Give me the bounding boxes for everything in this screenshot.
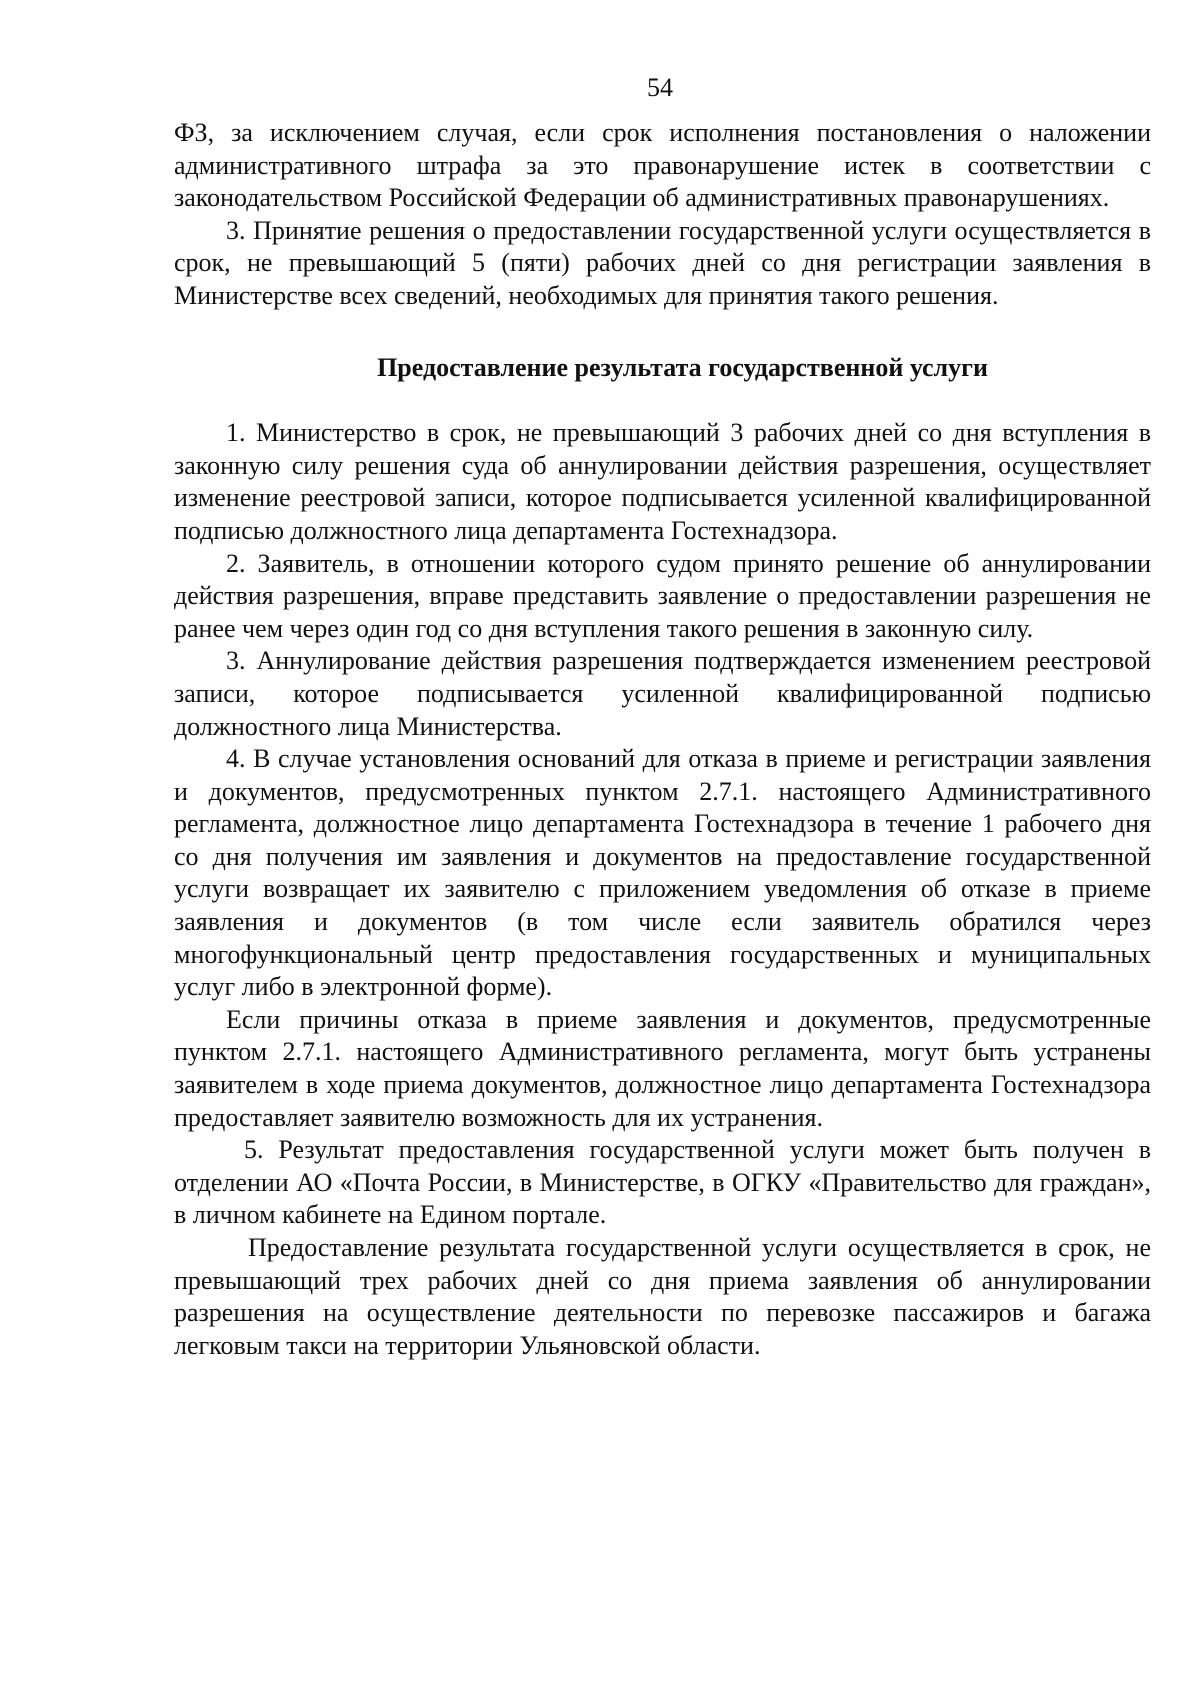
page-number: 54 [647,73,673,102]
paragraph-item-3-decision: 3. Принятие решения о предоставлении государственной услуги осуществляется в срок, не превышающий 5 (пяти) рабочих дней со дня регистрации заявления в Министерстве всех сведений, необходимых для принятия такого решения. [174,215,1151,310]
paragraph-result-term: Предоставление результата государственной услуги осуществляется в срок, не превышающий трех рабочих дней со дня приема заявления об аннулировании разрешения на осуществление деятельности по перевозке пассажиров и багажа легковым такси на территории Ульяновской области. [174,1233,1151,1360]
paragraph-continuation: ФЗ, за исключением случая, если срок исполнения постановления о наложении административного штрафа за это правонарушение истек в соответствии с законодательством Российской Федерации об административных правонарушениях. [174,118,1151,213]
section-heading: Предоставление результата государственной услуги [377,352,988,382]
paragraph-item-2: 2. Заявитель, в отношении которого судом принято решение об аннулировании действия разрешения, вправе представить заявление о предоставлении разрешения не ранее чем через один год со дня вступления такого решения в законную силу. [174,548,1151,643]
paragraph-item-5: 5. Результат предоставления государственной услуги может быть получен в отделении АО «Почта России, в Министерстве, в ОГКУ «Правительство для граждан», в личном кабинете на Едином портале. [174,1135,1151,1230]
paragraph-item-1: 1. Министерство в срок, не превышающий 3 рабочих дней со дня вступления в законную силу решения суда об аннулировании действия разрешения, осуществляет изменение реестровой записи, которое подписывается усиленной квалифицированной подписью должностного лица департамента Гостехнадзора. [174,418,1151,545]
paragraph-item-4: 4. В случае установления оснований для отказа в приеме и регистрации заявления и документов, предусмотренных пунктом 2.7.1. настоящего Административного регламента, должностное лицо департамента Гостехнадзора в течение 1 рабочего дня со дня получения им заявления и документов на предоставление государственной услуги возвращает их заявителю с приложением уведомления об отказе в приеме заявления и документов (в том числе если заявитель обратился через многофункциональный центр предоставления государственных и муниципальных услуг либо в электронной форме). [174,744,1151,1002]
document-body [174,117,1151,1362]
paragraph-refusal-reasons: Если причины отказа в приеме заявления и документов, предусмотренные пунктом 2.7.1. настоящего Административного регламента, могут быть устранены заявителем в ходе приема документов, должностное лицо департамента Гостехнадзора предоставляет заявителю возможность для их устранения. [174,1004,1151,1132]
paragraph-item-3: 3. Аннулирование действия разрешения подтверждается изменением реестровой записи, которое подписывается усиленной квалифицированной подписью должностного лица Министерства. [174,646,1151,741]
